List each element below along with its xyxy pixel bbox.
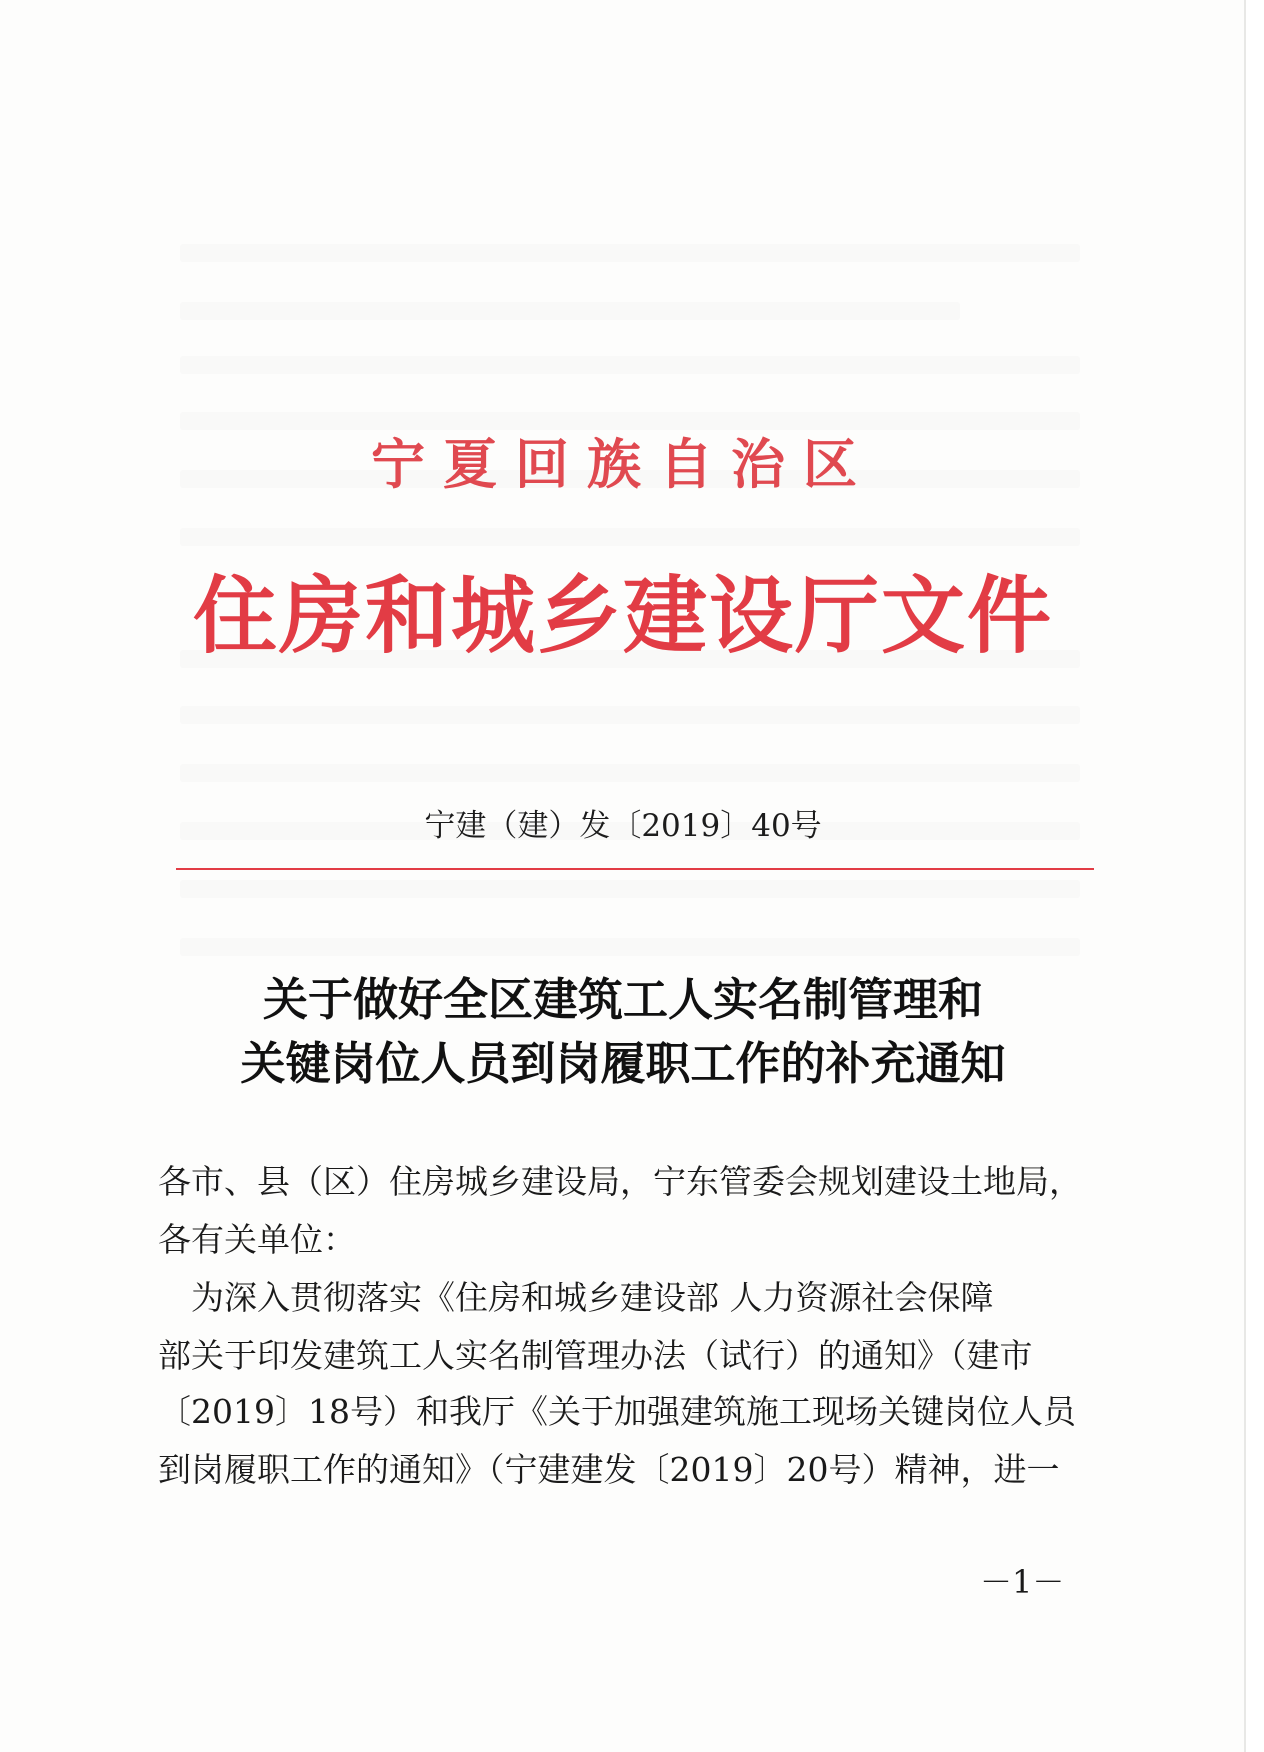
body-line: 〔2019〕18号）和我厅《关于加强建筑施工现场关键岗位人员 (158, 1392, 1076, 1431)
show-through-line (180, 412, 1080, 430)
body-line: 到岗履职工作的通知》（宁建建发〔2019〕20号）精神，进一 (158, 1450, 1060, 1489)
page-edge (1246, 0, 1264, 1752)
show-through-line (180, 244, 1080, 262)
body-line: 部关于印发建筑工人实名制管理办法（试行）的通知》（建市 (158, 1336, 1033, 1375)
show-through-line (180, 356, 1080, 374)
show-through-line (180, 938, 1080, 956)
body-line: 为深入贯彻落实《住房和城乡建设部 人力资源社会保障 (158, 1278, 994, 1317)
issuing-authority-line2: 住房和城乡建设厅文件 (192, 566, 1053, 665)
page-number: －1－ (980, 1563, 1065, 1601)
show-through-line (180, 764, 1080, 782)
show-through-line (180, 528, 1080, 546)
red-divider-line (176, 868, 1094, 870)
document-title-line2: 关键岗位人员到岗履职工作的补充通知 (240, 1037, 1006, 1090)
issuing-authority-line1: 宁夏回族自治区 (371, 432, 875, 496)
document-number: 宁建（建）发〔2019〕40号 (424, 808, 822, 844)
body-line: 各市、县（区）住房城乡建设局，宁东管委会规划建设土地局， (158, 1162, 1082, 1201)
show-through-line (180, 706, 1080, 724)
show-through-line (180, 302, 960, 320)
body-line: 各有关单位： (158, 1220, 356, 1259)
show-through-line (180, 880, 1080, 898)
document-title-line1: 关于做好全区建筑工人实名制管理和 (262, 973, 983, 1026)
